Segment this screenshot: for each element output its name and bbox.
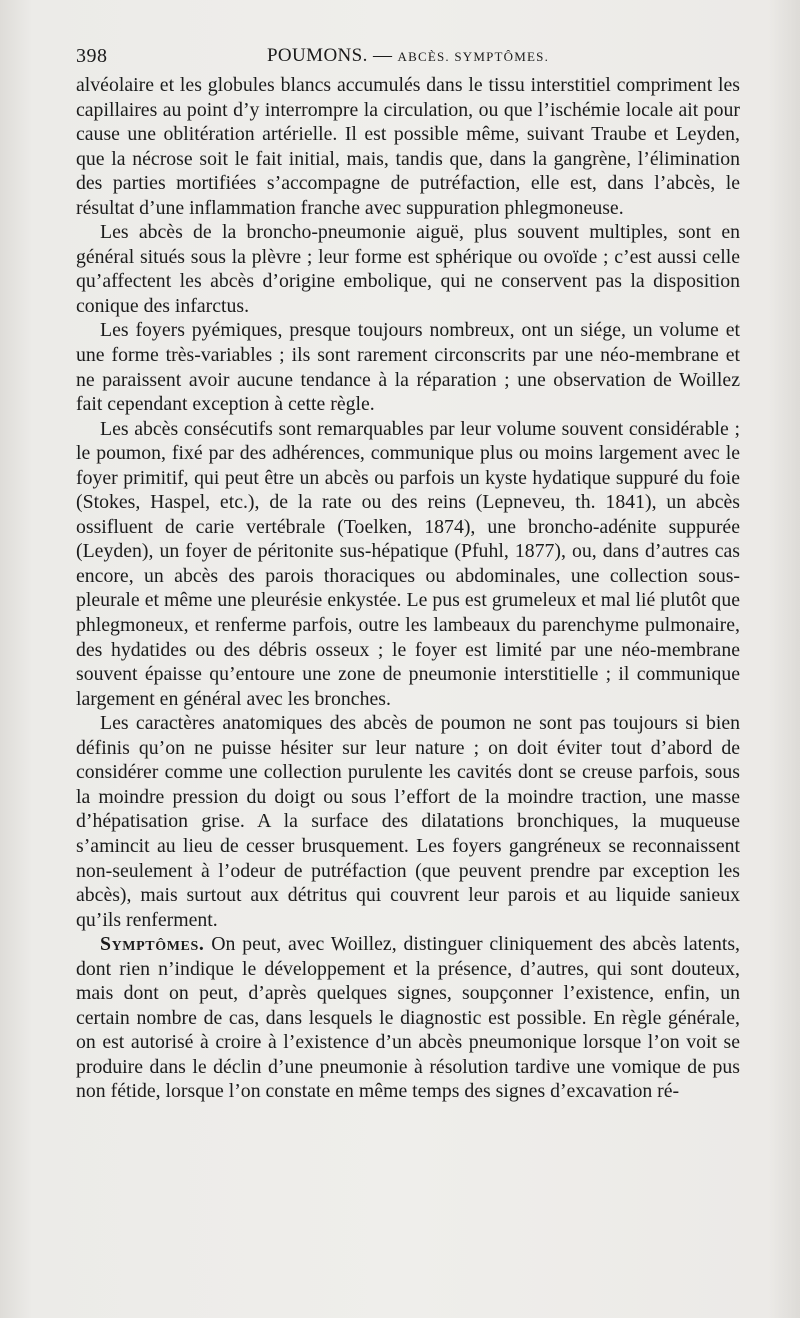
text-block xyxy=(76,35,740,1104)
section-name: POUMONS. xyxy=(266,45,368,66)
header-separator: — xyxy=(372,45,393,66)
symptoms-heading: Symptômes. xyxy=(100,933,205,956)
paragraph-2: Les abcès de la broncho-pneumonie aiguë, plus souvent multiples, sont en général situés sous la plèvre ; leur forme est sphérique ou ovoïde ; c’est aussi celle qu’affectent les abcès d’origine embolique, qui ne conservent pas la disposition conique des infarctus. xyxy=(76,221,740,317)
symptoms-text: On peut, avec Woillez, distinguer cliniquement des abcès latents, dont rien n’indique le développement et la présence, d’autres, qui sont douteux, mais dont on peut, d’après quelques signes, soupçonner l’existence, enfin, un certain nombre de cas, dans lesquels le diagnostic est possible. En règle générale, on est autorisé à croire à l’existence d’un abcès pneumonique lorsque l’on voit se produire dans le déclin d’une pneumonie à résolution tardive une vomique de pus non fétide, lorsque l’on constate en même temps des signes d’excavation ré- xyxy=(76,933,740,1103)
paragraph-3: Les foyers pyémiques, presque toujours nombreux, ont un siége, un volume et une forme très-variables ; ils sont rarement circonscrits par une néo-membrane et ne paraissent avoir aucune tendance à la réparation ; une observation de Woillez fait cependant exception à cette règle. xyxy=(76,319,740,416)
paragraph-5: Les caractères anatomiques des abcès de poumon ne sont pas toujours si bien définis qu’on ne puisse hésiter sur leur nature ; on doit éviter tout d’abord de considérer comme une collection purulente les cavités dont se creuse parfois, sous la moindre pression du doigt ou sous l’effort de la moindre traction, une masse d’hépatisation grise. A la surface des dilatations bronchiques, la muqueuse s’amincit au lieu de cesser brusquement. Les foyers gangréneux se reconnaissent non-seulement à l’odeur de putréfaction (que peuvent prendre par exception les abcès), mais surtout aux détritus qui couvrent leur parois et au liquide sanieux qu’ils renferment. xyxy=(76,712,740,931)
page-number: 398 xyxy=(76,45,108,67)
running-header xyxy=(76,35,740,73)
paragraph-1: alvéolaire et les globules blancs accumulés dans le tissu interstitiel compriment les capillaires au point d’y interrompre la circulation, ou que l’ischémie locale ait pour cause une oblitération artérielle. Il est possible même, suivant Traube et Leyden, que la nécrose soit le fait initial, mais, tandis que, dans la gangrène, l’élimination des parties mortifiées s’accompagne de putréfaction, elle est, dans l’abcès, le résultat d’une inflammation franche avec suppuration phlegmoneuse. xyxy=(76,74,740,219)
running-title xyxy=(76,45,740,67)
subsection-title: ABCÈS. SYMPTÔMES. xyxy=(397,49,550,64)
body-text xyxy=(76,73,740,1104)
paragraph-symptoms xyxy=(76,932,740,1104)
paragraph-4: Les abcès consécutifs sont remarquables par leur volume souvent considérable ; le poumon, fixé par des adhérences, communique plus ou moins largement avec le foyer primitif, qui peut être un abcès ou parfois un kyste hydatique suppuré du foie (Stokes, Haspel, etc.), de la rate ou des reins (Lepneveu, th. 1841), un abcès ossifluent de carie vertébrale (Toelken, 1874), une broncho-adénite suppurée (Leyden), un foyer de péritonite sus-hépatique (Pfuhl, 1877), ou, dans d’autres cas encore, un abcès des parois thoraciques ou abdominales, une collection sous-pleurale et même une pleurésie enkystée. Le pus est grumeleux et mal lié plutôt que phlegmoneux, et renferme parfois, outre les lambeaux du parenchyme pulmonaire, des hydatides ou des débris osseux ; le foyer est limité par une néo-membrane souvent épaisse qu’entoure une zone de pneumonie interstitielle ; il communique largement en général avec les bronches. xyxy=(76,417,740,710)
